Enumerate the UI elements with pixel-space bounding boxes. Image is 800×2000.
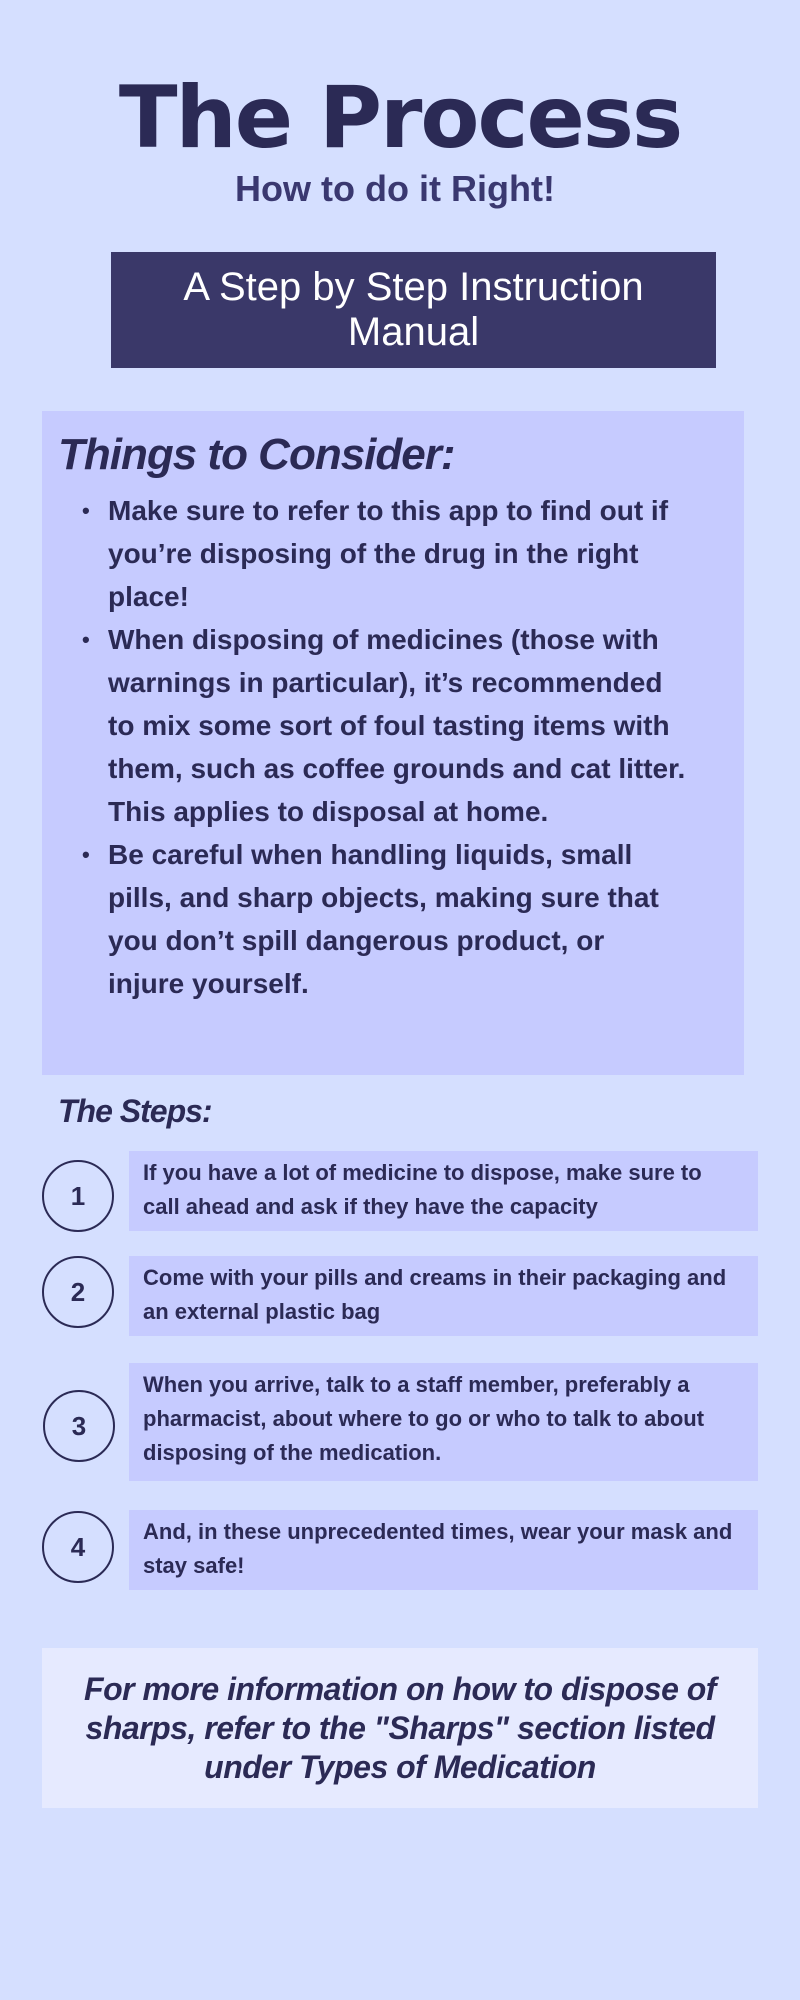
bullet-icon: • <box>82 842 90 867</box>
list-item-text: Make sure to refer to this app to find out if you’re disposing of the drug in the right place! <box>108 495 669 612</box>
list-item <box>82 618 728 833</box>
sharps-info-text: For more information on how to dispose of sharps, refer to the "Sharps" section listed under Types of Medication <box>84 1670 716 1785</box>
sharps-info-panel <box>42 1648 758 1808</box>
steps-heading: The Steps: <box>58 1093 212 1129</box>
step-box: And, in these unprecedented times, wear your mask and stay safe! <box>129 1510 758 1590</box>
step-number-circle: 3 <box>43 1390 115 1462</box>
bullet-icon: • <box>82 498 90 523</box>
step-number-circle: 1 <box>42 1160 114 1232</box>
step-number-circle: 2 <box>42 1256 114 1328</box>
considerations-heading: Things to Consider: <box>58 430 455 479</box>
page-title: The Process <box>118 68 682 168</box>
considerations-list <box>58 489 728 1005</box>
list-item <box>82 489 728 618</box>
banner-text: A Step by Step Instruction Manual <box>183 265 644 354</box>
step-box: Come with your pills and creams in their packaging and an external plastic bag <box>129 1256 758 1336</box>
manual-banner <box>111 252 716 368</box>
list-item <box>82 833 728 1005</box>
list-item-text: When disposing of medicines (those with warnings in particular), it’s recommended to mix some sort of foul tasting items with them, such as coffee grounds and cat litter. This applies to disposal at home. <box>108 624 686 827</box>
considerations-panel <box>42 411 744 1075</box>
step-box: When you arrive, talk to a staff member, preferably a pharmacist, about where to go or who to talk to about disposing of the medication. <box>129 1363 758 1481</box>
page-subtitle: How to do it Right! <box>235 168 555 209</box>
step-box: If you have a lot of medicine to dispose, make sure to call ahead and ask if they have the capacity <box>129 1151 758 1231</box>
bullet-icon: • <box>82 627 90 652</box>
list-item-text: Be careful when handling liquids, small pills, and sharp objects, making sure that you don’t spill dangerous product, or injure yourself. <box>108 839 659 999</box>
step-number-circle: 4 <box>42 1511 114 1583</box>
